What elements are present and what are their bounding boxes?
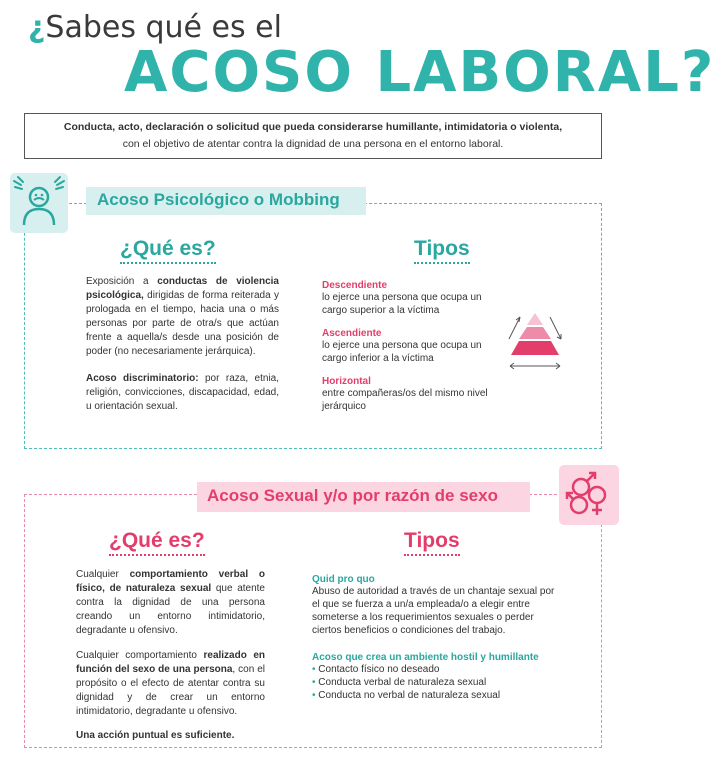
section1-title: Acoso Psicológico o Mobbing [97,190,340,209]
section1-type-horizontal: Horizontal entre compañeras/os del mismo nivel jerárquico [322,376,488,412]
section1-definition-paragraph: Exposición a conductas de violencia psicológica, dirigidas de forma reiterada y prologada en el tiempo, hacia una o más personas por parte de otra/s que actúan frente a aquella/s desde una posición de poder (no necesariamente jerárquica). [86,276,279,357]
section1-what-heading: ¿Qué es? [120,237,216,261]
inverted-question-mark: ¿ [28,10,46,45]
section2-type-hostile-environment: Acoso que crea un ambiente hostil y humillante • Contacto físico no deseado • Conducta verbal de naturaleza sexual • Conducta no verbal de naturaleza sexual [312,652,562,702]
section2-type-quid-pro-quo: Quid pro quo Abuso de autoridad a través de un chantaje sexual por el que se fuerza a un/a empleada/o a elegir entre someterse a los requerimientos sexuales o perder ciertos beneficios o condiciones del trabajo. [312,574,555,636]
definition-box [24,113,602,159]
definition-line-2: con el objetivo de atentar contra la dignidad de una persona en el entorno laboral. [122,138,504,150]
section1-type-descending: Descendiente lo ejerce una persona que ocupa un cargo superior a la víctima [322,280,482,316]
list-item: • Conducta verbal de naturaleza sexual [312,676,562,689]
section2-what-heading: ¿Qué es? [109,529,205,553]
section2-types-heading: Tipos [404,529,460,553]
section2-gender-paragraph: Cualquier comportamiento realizado en función del sexo de una persona, con el propósito o el efecto de atentar contra su dignidad y de crear un entorno intimidatorio, degradante u ofensivo. [76,650,265,717]
definition-line-1: Conducta, acto, declaración o solicitud que pueda considerarse humillante, intimidatoria o violenta, [63,121,563,133]
section2-definition-paragraph: Cualquier comportamiento verbal o físico, de naturaleza sexual que atente contra la dignidad de una persona creando un entorno intimidatorio, degradante u ofensivo. [76,569,265,636]
page-title: ACOSO LABORAL? [124,40,715,105]
section1-type-ascending: Ascendiente lo ejerce una persona que ocupa un cargo inferior a la víctima [322,328,482,364]
section2-note: Una acción puntual es suficiente. [76,730,235,741]
section1-types-heading: Tipos [414,237,470,261]
gender-symbols-icon [559,465,619,525]
section2-title: Acoso Sexual y/o por razón de sexo [207,486,498,505]
section1-discrimination-paragraph: Acoso discriminatorio: por raza, etnia, religión, convicciones, discapacidad, edad, u orientación sexual. [86,373,280,412]
hostile-environment-list [312,663,562,702]
list-item: • Contacto físico no deseado [312,663,562,676]
pyramid-icon [500,305,570,378]
header-pretitle: Sabes qué es el [45,10,282,45]
upset-face-icon [10,173,68,233]
list-item: • Conducta no verbal de naturaleza sexual [312,689,562,702]
